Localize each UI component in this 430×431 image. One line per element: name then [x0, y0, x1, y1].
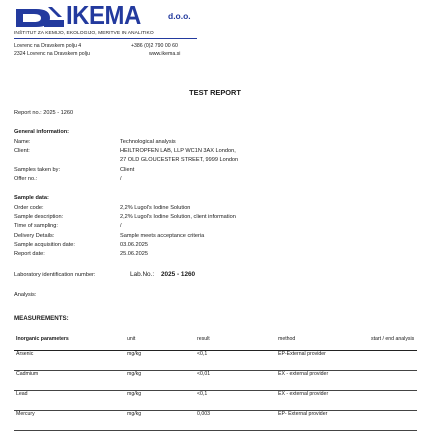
address-line-2: 2324 Lovrenc na Dravskem polju — [14, 51, 90, 57]
field-label: Offer no.: — [14, 176, 38, 182]
column-header: unit — [125, 336, 195, 351]
field-label: Delivery Details: — [14, 233, 55, 239]
analysis-date-cell — [369, 391, 417, 411]
measurements-table — [14, 336, 417, 431]
unit-cell: mg/kg — [125, 351, 195, 371]
field-label: Samples taken by: — [14, 167, 61, 173]
table-header-row — [14, 336, 417, 351]
field-value: / — [120, 176, 122, 182]
method-cell: EP- External provider — [276, 411, 369, 431]
field-value: 27 OLD GLOUCESTER STREET, 9999 London — [120, 157, 239, 163]
method-cell: EX - external provider — [276, 371, 369, 391]
column-header: result — [195, 336, 276, 351]
field-value: 2,2% Lugol's Iodine Solution — [120, 205, 191, 211]
general-info-heading: General information: — [14, 129, 70, 135]
parameter-cell: Mercury — [14, 411, 125, 431]
unit-cell: mg/kg — [125, 391, 195, 411]
institute-name: INŠTITUT ZA KEMIJO, EKOLOGIJO, MERITVE IN ANALITIKO — [14, 31, 154, 36]
report-title: TEST REPORT — [189, 88, 241, 97]
measurements-heading: MEASUREMENTS: — [14, 315, 69, 322]
result-cell: 0,003 — [195, 411, 276, 431]
analysis-date-cell — [369, 371, 417, 391]
field-label: Order code: — [14, 205, 44, 211]
analysis-date-cell — [369, 411, 417, 431]
field-value: 2,2% Lugol's Iodine Solution, client information — [120, 214, 236, 220]
analysis-label: Analysis: — [14, 292, 37, 298]
result-cell: <0,1 — [195, 391, 276, 411]
table-row — [14, 391, 417, 411]
ikema-logo-icon — [14, 3, 66, 29]
field-label: Client: — [14, 148, 30, 154]
company-name: IKEMA — [66, 0, 141, 30]
result-cell: <0,1 — [195, 351, 276, 371]
report-number: Report no.: 2025 - 1260 — [14, 110, 74, 116]
field-label: Sample acquisition date: — [14, 242, 75, 248]
field-value: Technological analysis — [120, 139, 176, 145]
header-divider — [14, 38, 197, 39]
column-header: start / end analysis — [369, 336, 417, 351]
unit-cell: mg/kg — [125, 411, 195, 431]
field-value: Sample meets acceptance criteria — [120, 233, 205, 239]
parameter-cell: Lead — [14, 391, 125, 411]
column-header: method — [276, 336, 369, 351]
website: www.ikema.si — [149, 51, 181, 57]
field-value: 25.06.2025 — [120, 251, 148, 257]
result-cell: <0,01 — [195, 371, 276, 391]
field-label: Sample description: — [14, 214, 64, 220]
field-value: 03.06.2025 — [120, 242, 148, 248]
table-row — [14, 411, 417, 431]
table-row — [14, 351, 417, 371]
parameter-cell: Cadmium — [14, 371, 125, 391]
parameter-cell: Arsenic — [14, 351, 125, 371]
lab-id-label: Laboratory identification number: — [14, 272, 96, 278]
lab-no-value: 2025 - 1260 — [161, 271, 196, 278]
phone-number: +386 (0)2 790 00 60 — [131, 43, 178, 49]
company-suffix: d.o.o. — [168, 11, 191, 21]
method-cell: EX - external provider — [276, 391, 369, 411]
lab-no-prefix: Lab.No.: — [130, 271, 155, 278]
field-value: / — [120, 223, 122, 229]
unit-cell: mg/kg — [125, 371, 195, 391]
field-label: Report date: — [14, 251, 45, 257]
method-cell: EP-External provider — [276, 351, 369, 371]
table-row — [14, 371, 417, 391]
field-value: Client — [120, 167, 135, 173]
column-header: Inorganic parameters — [14, 336, 125, 351]
sample-data-heading: Sample data: — [14, 195, 49, 201]
field-value: HEILTROPFEN LAB, LLP WC1N 3AX London, — [120, 148, 236, 154]
analysis-date-cell — [369, 351, 417, 371]
field-label: Time of sampling: — [14, 223, 58, 229]
field-label: Name: — [14, 139, 31, 145]
address-line-1: Lovrenc na Dravskem polju 4 — [14, 43, 82, 49]
